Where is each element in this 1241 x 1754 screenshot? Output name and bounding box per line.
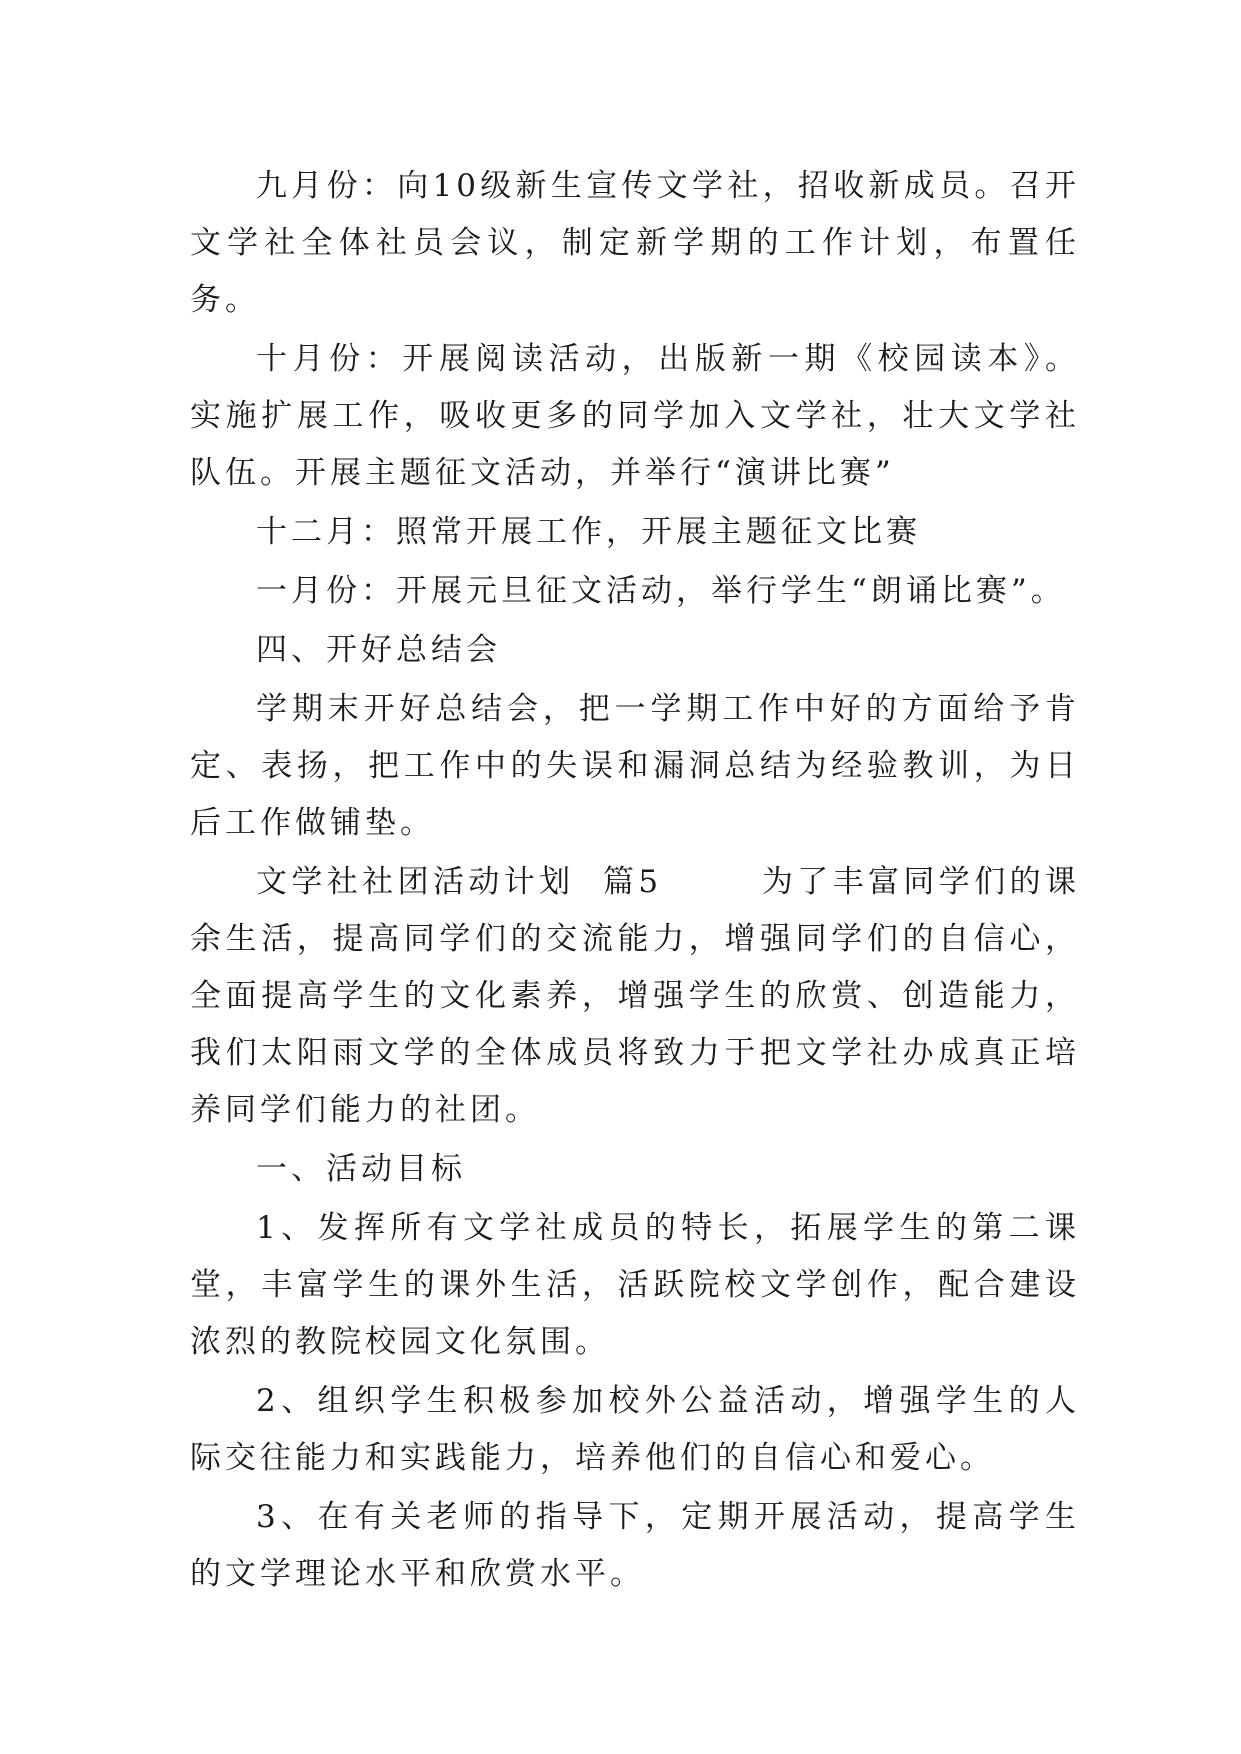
section-heading-summary-meeting: 四、开好总结会: [256, 632, 501, 668]
paragraph-september: 九月份：向10级新生宣传文学社，招收新成员。召开文学社全体社员会议，制定新学期的工作计划，布置任务。: [190, 168, 1080, 318]
document-body: [190, 158, 1080, 1603]
paragraph-goal-1: 1、发挥所有文学社成员的特长，拓展学生的第二课堂，丰富学生的课外生活，活跃院校文学创作，配合建设浓烈的教院校园文化氛围。: [190, 1210, 1080, 1360]
section-heading-activity-goals: 一、活动目标: [256, 1151, 466, 1187]
paragraph-goal-3: 3、在有关老师的指导下，定期开展活动，提高学生的文学理论水平和欣赏水平。: [190, 1499, 1080, 1592]
paragraph-summary-meeting: 学期末开好总结会，把一学期工作中好的方面给予肯定、表扬，把工作中的失误和漏洞总结为经验教训，为日后工作做铺垫。: [190, 691, 1080, 841]
paragraph-goal-2: 2、组织学生积极参加校外公益活动，增强学生的人际交往能力和实践能力，培养他们的自信心和爱心。: [190, 1383, 1080, 1476]
paragraph-december: 十二月：照常开展工作，开展主题征文比赛: [256, 514, 921, 550]
paragraph-october: 十月份：开展阅读活动，出版新一期《校园读本》。实施扩展工作，吸收更多的同学加入文学社，壮大文学社队伍。开展主题征文活动，并举行“演讲比赛”: [190, 341, 1080, 491]
paragraph-january: 一月份：开展元旦征文活动，举行学生“朗诵比赛”。: [256, 573, 1066, 609]
paragraph-plan-5-intro: 文学社社团活动计划 篇5 为了丰富同学们的课余生活，提高同学们的交流能力，增强同学们的自信心，全面提高学生的文化素养，增强学生的欣赏、创造能力，我们太阳雨文学的全体成员将致力于把文学社办成真正培养同学们能力的社团。: [190, 864, 1080, 1128]
